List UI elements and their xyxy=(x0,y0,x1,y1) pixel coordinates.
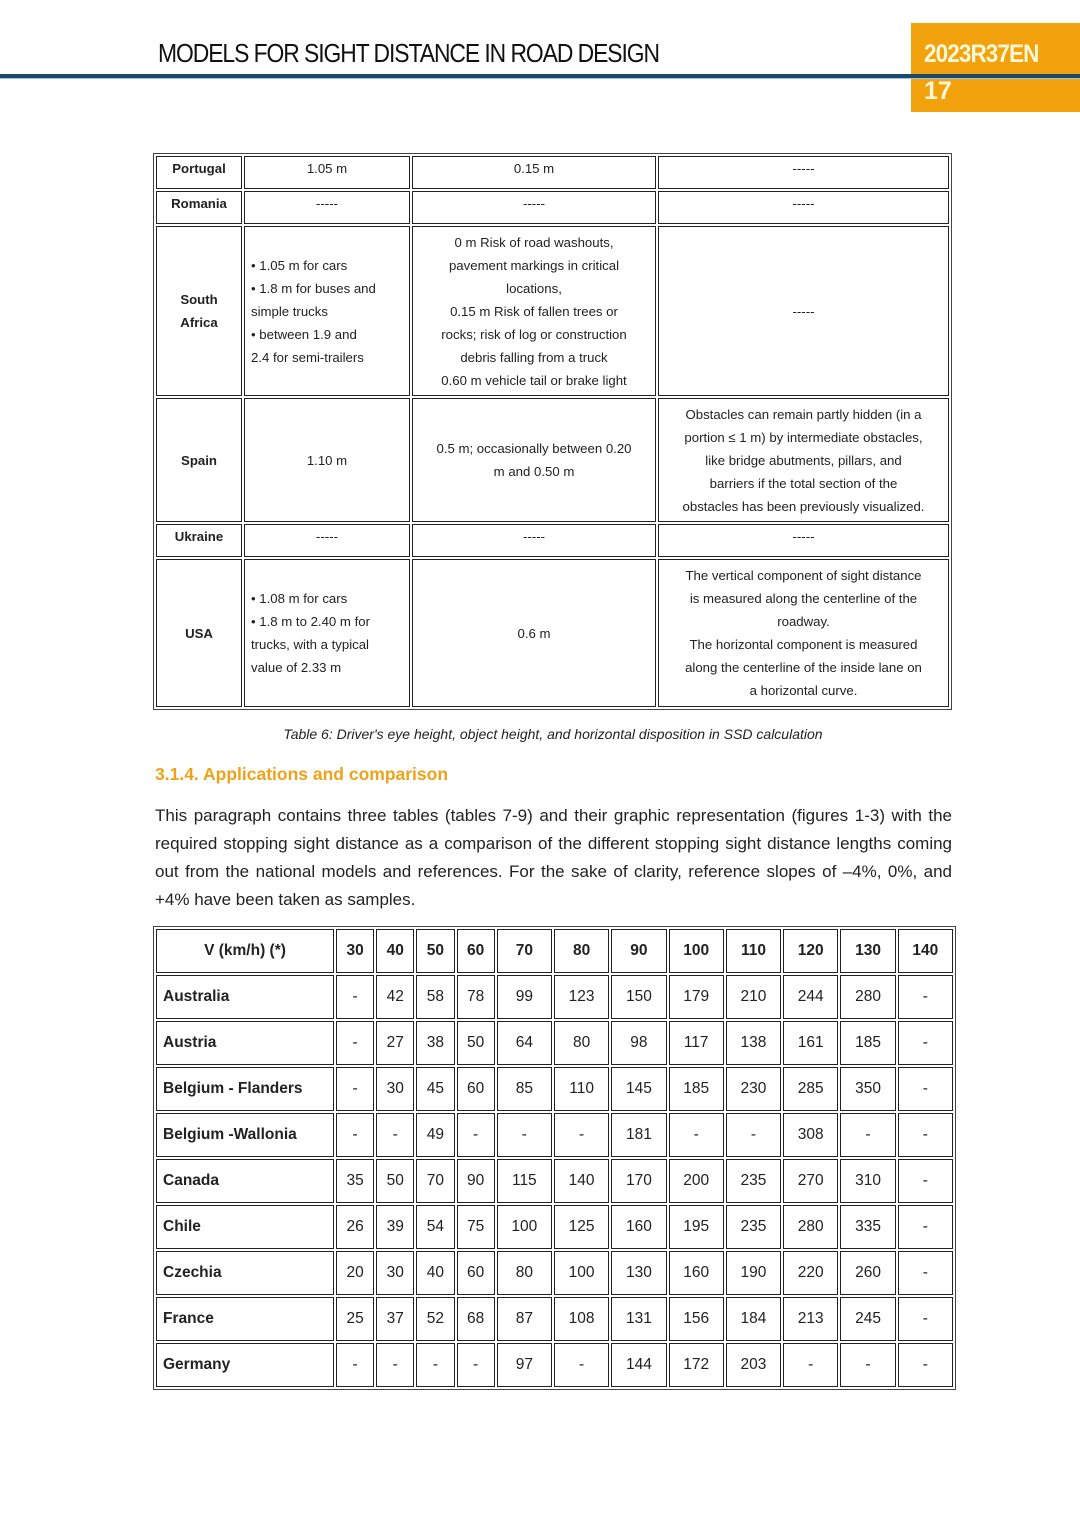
distance-cell: 49 xyxy=(416,1113,454,1157)
speed-header-cell: 90 xyxy=(611,929,666,973)
distance-cell: 280 xyxy=(783,1205,838,1249)
cell-line: 2.4 for semi-trailers xyxy=(251,349,364,365)
distance-cell: 125 xyxy=(554,1205,609,1249)
distance-cell: - xyxy=(457,1113,495,1157)
distance-cell: - xyxy=(669,1113,724,1157)
distance-cell: 285 xyxy=(783,1067,838,1111)
eye-height-cell xyxy=(244,524,410,557)
country-cell: France xyxy=(156,1297,334,1341)
distance-cell: 25 xyxy=(336,1297,374,1341)
cell-line: 0.15 m Risk of fallen trees or xyxy=(450,303,618,319)
distance-cell: 179 xyxy=(669,975,724,1019)
table-row xyxy=(156,156,949,189)
country-cell: Australia xyxy=(156,975,334,1019)
speed-header-cell: 120 xyxy=(783,929,838,973)
distance-cell: 26 xyxy=(336,1205,374,1249)
distance-cell: 64 xyxy=(497,1021,552,1065)
distance-cell: - xyxy=(898,975,953,1019)
distance-cell: - xyxy=(554,1343,609,1387)
cell-line: • 1.8 m for buses and xyxy=(251,280,376,296)
country-cell: Belgium -Wallonia xyxy=(156,1113,334,1157)
table-row xyxy=(156,226,949,396)
cell-line: ----- xyxy=(792,529,815,544)
document-code: 2023R37EN xyxy=(924,40,1039,68)
distance-cell: 60 xyxy=(457,1251,495,1295)
distance-cell: 99 xyxy=(497,975,552,1019)
speed-header-cell: 110 xyxy=(726,929,781,973)
distance-cell: 80 xyxy=(554,1021,609,1065)
speed-header-cell: 130 xyxy=(840,929,895,973)
distance-cell: 131 xyxy=(611,1297,666,1341)
object-height-cell xyxy=(412,559,656,707)
cell-line: 0 m Risk of road washouts, xyxy=(454,234,614,250)
distance-cell: 54 xyxy=(416,1205,454,1249)
distance-cell: 39 xyxy=(376,1205,414,1249)
cell-line: The vertical component of sight distance xyxy=(685,568,922,583)
distance-cell: - xyxy=(336,1021,374,1065)
distance-cell: - xyxy=(376,1343,414,1387)
table-row xyxy=(156,1343,953,1387)
cell-line: ----- xyxy=(792,161,815,176)
speed-header-cell: 80 xyxy=(554,929,609,973)
distance-cell: 210 xyxy=(726,975,781,1019)
distance-cell: 20 xyxy=(336,1251,374,1295)
distance-cell: 27 xyxy=(376,1021,414,1065)
distance-cell: 58 xyxy=(416,975,454,1019)
distance-cell: 270 xyxy=(783,1159,838,1203)
table-row xyxy=(156,398,949,522)
distance-cell: 235 xyxy=(726,1205,781,1249)
speed-header-cell: 60 xyxy=(457,929,495,973)
cell-line: • 1.05 m for cars xyxy=(251,257,348,273)
distance-cell: 185 xyxy=(840,1021,895,1065)
distance-cell: 160 xyxy=(611,1205,666,1249)
cell-line: 0.60 m vehicle tail or brake light xyxy=(441,372,627,388)
country-cell: Spain xyxy=(156,398,242,522)
distance-cell: 75 xyxy=(457,1205,495,1249)
distance-cell: 280 xyxy=(840,975,895,1019)
distance-cell: - xyxy=(416,1343,454,1387)
country-cell: Chile xyxy=(156,1205,334,1249)
distance-cell: 45 xyxy=(416,1067,454,1111)
distance-cell: 335 xyxy=(840,1205,895,1249)
cell-line: roadway. xyxy=(777,614,830,629)
section-paragraph: This paragraph contains three tables (tables 7-9) and their graphic representation (figures 1-3) with the required stopping sight distance as a comparison of the different stopping sight distance lengths coming out from the national models and references. For the sake of clarity, reference slopes of –4%, 0%, and +4% have been taken as samples. xyxy=(155,806,952,909)
eye-height-cell xyxy=(244,226,410,396)
distance-cell: 117 xyxy=(669,1021,724,1065)
distance-cell: 70 xyxy=(416,1159,454,1203)
table-row xyxy=(156,191,949,224)
distance-cell: 308 xyxy=(783,1113,838,1157)
distance-cell: 85 xyxy=(497,1067,552,1111)
country-cell: USA xyxy=(156,559,242,707)
speed-header-cell: 70 xyxy=(497,929,552,973)
country-cell: Ukraine xyxy=(156,524,242,557)
table-row xyxy=(156,975,953,1019)
cell-line: barriers if the total section of the xyxy=(709,475,898,491)
cell-line: ----- xyxy=(792,196,815,211)
horizontal-disposition-cell xyxy=(658,156,949,189)
distance-cell: 123 xyxy=(554,975,609,1019)
cell-line: portion ≤ 1 m) by intermediate obstacles, xyxy=(684,429,923,445)
cell-line: locations, xyxy=(506,280,562,296)
distance-cell: - xyxy=(840,1343,895,1387)
distance-cell: 181 xyxy=(611,1113,666,1157)
distance-cell: 60 xyxy=(457,1067,495,1111)
eye-height-cell xyxy=(244,156,410,189)
horizontal-disposition-cell xyxy=(658,398,949,522)
country-cell: Germany xyxy=(156,1343,334,1387)
eye-height-cell xyxy=(244,191,410,224)
country-cell: Canada xyxy=(156,1159,334,1203)
distance-cell: 110 xyxy=(554,1067,609,1111)
cell-line: a horizontal curve. xyxy=(749,683,858,698)
distance-cell: 144 xyxy=(611,1343,666,1387)
object-height-cell xyxy=(412,524,656,557)
horizontal-disposition-cell xyxy=(658,559,949,707)
cell-line: m and 0.50 m xyxy=(493,464,575,479)
distance-cell: 100 xyxy=(554,1251,609,1295)
distance-cell: 35 xyxy=(336,1159,374,1203)
cell-line: 0.5 m; occasionally between 0.20 xyxy=(436,441,632,456)
distance-cell: 115 xyxy=(497,1159,552,1203)
distance-cell: 195 xyxy=(669,1205,724,1249)
country-cell: South Africa xyxy=(156,226,242,396)
distance-cell: 68 xyxy=(457,1297,495,1341)
distance-cell: 350 xyxy=(840,1067,895,1111)
table-row xyxy=(156,524,949,557)
distance-cell: - xyxy=(898,1205,953,1249)
distance-cell: 220 xyxy=(783,1251,838,1295)
cell-line: The horizontal component is measured xyxy=(689,637,918,652)
distance-cell: - xyxy=(376,1113,414,1157)
horizontal-disposition-cell xyxy=(658,226,949,396)
distance-cell: 310 xyxy=(840,1159,895,1203)
cell-line: pavement markings in critical xyxy=(448,257,620,273)
distance-cell: - xyxy=(898,1343,953,1387)
cell-line: ----- xyxy=(523,529,545,544)
table-row xyxy=(156,1159,953,1203)
horizontal-disposition-cell xyxy=(658,524,949,557)
cell-line: like bridge abutments, pillars, and xyxy=(705,452,902,468)
distance-cell: 213 xyxy=(783,1297,838,1341)
speed-header-cell: 100 xyxy=(669,929,724,973)
distance-cell: 244 xyxy=(783,975,838,1019)
cell-line: • 1.08 m for cars xyxy=(251,591,348,606)
eye-height-cell xyxy=(244,398,410,522)
distance-cell: - xyxy=(898,1251,953,1295)
distance-cell: - xyxy=(336,1067,374,1111)
cell-line: ----- xyxy=(523,196,545,211)
cell-line: simple trucks xyxy=(251,303,328,319)
page-number: 17 xyxy=(924,77,952,105)
cell-line: 1.05 m xyxy=(306,161,348,176)
cell-line: • 1.8 m to 2.40 m for xyxy=(251,614,370,629)
distance-cell: 145 xyxy=(611,1067,666,1111)
distance-cell: 42 xyxy=(376,975,414,1019)
distance-cell: 160 xyxy=(669,1251,724,1295)
table-row xyxy=(156,1067,953,1111)
distance-cell: 87 xyxy=(497,1297,552,1341)
distance-cell: 78 xyxy=(457,975,495,1019)
distance-cell: 235 xyxy=(726,1159,781,1203)
country-cell: Austria xyxy=(156,1021,334,1065)
object-height-cell xyxy=(412,156,656,189)
distance-cell: - xyxy=(783,1343,838,1387)
distance-cell: 260 xyxy=(840,1251,895,1295)
distance-cell: 184 xyxy=(726,1297,781,1341)
distance-cell: - xyxy=(898,1067,953,1111)
document-running-title: MODELS FOR SIGHT DISTANCE IN ROAD DESIGN xyxy=(158,38,660,68)
distance-cell: 50 xyxy=(376,1159,414,1203)
section-heading: 3.1.4. Applications and comparison xyxy=(155,764,449,784)
table-row xyxy=(156,1251,953,1295)
country-cell: Romania xyxy=(156,191,242,224)
cell-line: is measured along the centerline of the xyxy=(689,591,918,606)
distance-cell: - xyxy=(898,1021,953,1065)
distance-cell: 190 xyxy=(726,1251,781,1295)
cell-line: rocks; risk of log or construction xyxy=(441,326,627,342)
distance-cell: 185 xyxy=(669,1067,724,1111)
distance-cell: 200 xyxy=(669,1159,724,1203)
distance-cell: - xyxy=(898,1113,953,1157)
distance-cell: 37 xyxy=(376,1297,414,1341)
country-cell: Czechia xyxy=(156,1251,334,1295)
table-7-stopping-sight-distance xyxy=(153,926,956,1390)
cell-line: 0.6 m xyxy=(517,625,551,641)
distance-cell: 161 xyxy=(783,1021,838,1065)
cell-line: obstacles has been previously visualized. xyxy=(682,498,925,514)
eye-height-cell xyxy=(244,559,410,707)
distance-cell: 108 xyxy=(554,1297,609,1341)
distance-cell: 170 xyxy=(611,1159,666,1203)
distance-cell: 230 xyxy=(726,1067,781,1111)
table-row xyxy=(156,1297,953,1341)
cell-line: trucks, with a typical xyxy=(251,637,369,652)
cell-line: along the centerline of the inside lane on xyxy=(685,660,922,675)
distance-cell: 52 xyxy=(416,1297,454,1341)
cell-line: ----- xyxy=(316,529,338,544)
table-header-row xyxy=(156,929,953,973)
speed-header-cell: 50 xyxy=(416,929,454,973)
distance-cell: 245 xyxy=(840,1297,895,1341)
distance-cell: 100 xyxy=(497,1205,552,1249)
distance-cell: 97 xyxy=(497,1343,552,1387)
distance-cell: 138 xyxy=(726,1021,781,1065)
distance-cell: - xyxy=(726,1113,781,1157)
distance-cell: - xyxy=(497,1113,552,1157)
distance-cell: 172 xyxy=(669,1343,724,1387)
object-height-cell xyxy=(412,191,656,224)
distance-cell: 130 xyxy=(611,1251,666,1295)
header-rule-highlight xyxy=(0,78,1080,79)
distance-cell: - xyxy=(336,1113,374,1157)
table-row xyxy=(156,1113,953,1157)
speed-header-cell: 30 xyxy=(336,929,374,973)
distance-cell: 98 xyxy=(611,1021,666,1065)
cell-line: Obstacles can remain partly hidden (in a xyxy=(685,406,922,422)
table-6-caption: Table 6: Driver's eye height, object height, and horizontal disposition in SSD calculation xyxy=(283,726,823,742)
cell-line: • between 1.9 and xyxy=(251,326,357,342)
table-row xyxy=(156,559,949,707)
cell-line: ----- xyxy=(792,303,815,319)
table-row xyxy=(156,1021,953,1065)
distance-cell: 40 xyxy=(416,1251,454,1295)
distance-cell: 150 xyxy=(611,975,666,1019)
distance-cell: 50 xyxy=(457,1021,495,1065)
cell-line: 0.15 m xyxy=(513,161,555,176)
object-height-cell xyxy=(412,226,656,396)
distance-cell: 140 xyxy=(554,1159,609,1203)
distance-cell: - xyxy=(554,1113,609,1157)
distance-cell: 30 xyxy=(376,1067,414,1111)
object-height-cell xyxy=(412,398,656,522)
table-row xyxy=(156,1205,953,1249)
distance-cell: 90 xyxy=(457,1159,495,1203)
distance-cell: 203 xyxy=(726,1343,781,1387)
distance-cell: 156 xyxy=(669,1297,724,1341)
country-cell: Belgium - Flanders xyxy=(156,1067,334,1111)
distance-cell: - xyxy=(336,975,374,1019)
horizontal-disposition-cell xyxy=(658,191,949,224)
distance-cell: 38 xyxy=(416,1021,454,1065)
distance-cell: - xyxy=(898,1297,953,1341)
cell-line: debris falling from a truck xyxy=(460,349,608,365)
table-6-eye-object-height xyxy=(153,153,952,710)
distance-cell: - xyxy=(840,1113,895,1157)
distance-cell: - xyxy=(336,1343,374,1387)
distance-cell: - xyxy=(457,1343,495,1387)
cell-line: value of 2.33 m xyxy=(251,660,342,675)
country-cell: Portugal xyxy=(156,156,242,189)
distance-cell: - xyxy=(898,1159,953,1203)
distance-cell: 30 xyxy=(376,1251,414,1295)
distance-cell: 80 xyxy=(497,1251,552,1295)
speed-header-label: V (km/h) (*) xyxy=(156,929,334,973)
cell-line: ----- xyxy=(316,196,338,211)
speed-header-cell: 40 xyxy=(376,929,414,973)
cell-line: 1.10 m xyxy=(306,452,348,468)
speed-header-cell: 140 xyxy=(898,929,953,973)
